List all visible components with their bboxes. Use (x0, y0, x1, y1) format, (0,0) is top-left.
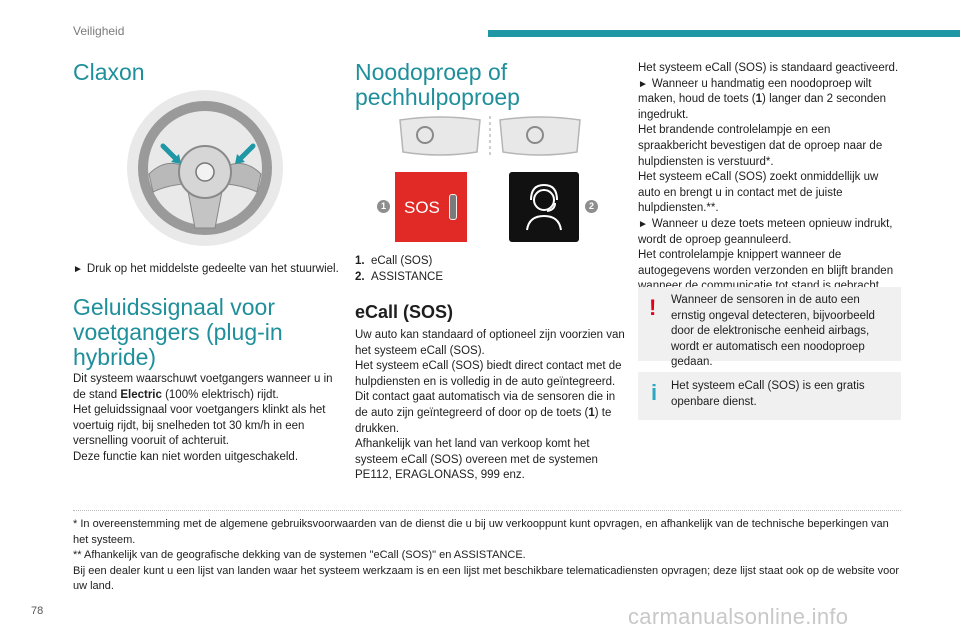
info-note: i Het systeem eCall (SOS) is een gratis openbare dienst. (638, 372, 901, 420)
button-legend-list (355, 254, 605, 285)
footnote-divider (73, 510, 901, 511)
sos-indicator-lamp (449, 194, 457, 220)
claxon-step: ► Druk op het middelste gedeelte van het stuurwiel. (73, 263, 339, 275)
sos-label: SOS (404, 198, 440, 217)
section-label: Veiligheid (73, 24, 125, 38)
list-item: 2. ASSISTANCE (355, 270, 443, 283)
page-number: 78 (31, 605, 44, 617)
assistance-operator-icon (509, 172, 579, 242)
ecall-body-continued: Het systeem eCall (SOS) is standaard geactiveerd. ► Wanneer u handmatig een noodoproep wilt maken, houd de toets (1) langer dan 2 seconden ingedrukt. Het brandende controlelampje en een spraakbericht bevestigen dat de oproep naar de hulpdiensten is verstuurd*. Het systeem eCall (SOS) zoekt onmiddellijk uw auto en brengt u in contact met de juiste hulpdiensten.**. ► Wanneer u deze toets meteen opnieuw indrukt, wordt de oproep geannuleerd. Het controlelampje knippert wanneer de autogegevens worden verzonden en blijft branden (638, 62, 899, 277)
noodoproep-title: Noodoproep of pechhulpoproep (355, 59, 520, 110)
warning-exclamation-icon: ! (649, 295, 657, 320)
ecall-body: Uw auto kan standaard of optioneel zijn voorzien van het systeem eCall (SOS). Het systeem eCall (SOS) biedt direct contact met de hulpdiensten en is volledig in de auto geïntegreerd. Dit contact gaat automatisch via de sensoren die in de auto zijn geïntegreerd of door op de toets (1) te drukken. Afhankelijk van het land van verkoop komt het systeem eCall (SOS) overeen met de systemen PE112, ERAGLONASS, 999 enz. (355, 329, 625, 482)
arrow-icon: ► (638, 78, 648, 90)
assistance-button[interactable] (509, 172, 579, 242)
badge-2: 2 (585, 200, 598, 213)
arrow-icon: ► (73, 264, 83, 275)
watermark: carmanualsonline.info (628, 604, 849, 629)
badge-1: 1 (377, 200, 390, 213)
geluid-title: Geluidssignaal voor voetgangers (plug-in hybride) (73, 294, 283, 370)
arrow-icon: ► (638, 218, 648, 230)
sos-button[interactable] (395, 172, 467, 242)
geluid-body: Dit systeem waarschuwt voetgangers wanneer u in de stand Electric (100% elektrisch) rijdt. Het geluidssignaal voor voetgangers klinkt als het voertuig rijdt, bij snelheden tot 30 km/h in een versnelling vooruit of achteruit. Deze functie kan niet worden uitgeschakeld. (73, 373, 333, 463)
list-item: 1. eCall (SOS) (355, 255, 433, 267)
overhead-console-illustration (395, 112, 585, 162)
ecall-heading: eCall (SOS) (355, 302, 454, 322)
warning-note: ! Wanneer de sensoren in de auto een ernstig ongeval detecteren, bijvoorbeeld door de elektronische eenheid airbags, wordt er automatisch een noodoproep gedaan. (638, 287, 901, 361)
steering-wheel-illustration (125, 88, 285, 248)
header-accent-bar (488, 30, 960, 37)
info-icon: i (651, 380, 658, 405)
claxon-title: Claxon (73, 59, 145, 85)
footnotes: * In overeenstemming met de algemene gebruiksvoorwaarden van de dienst die u bij uw verkooppunt kunt opvragen, en afhankelijk van de technische beperkingen van het systeem. ** Afhankelijk van de geografische dekking van de systemen "eCall (SOS)" en ASSISTANCE. Bij een dealer kunt u een lijst van landen waar het systeem werkzaam is en een lijst met beschikbare telematicadiensten opvragen; deze lijst staat ook op de website voor uw land. (73, 518, 900, 593)
